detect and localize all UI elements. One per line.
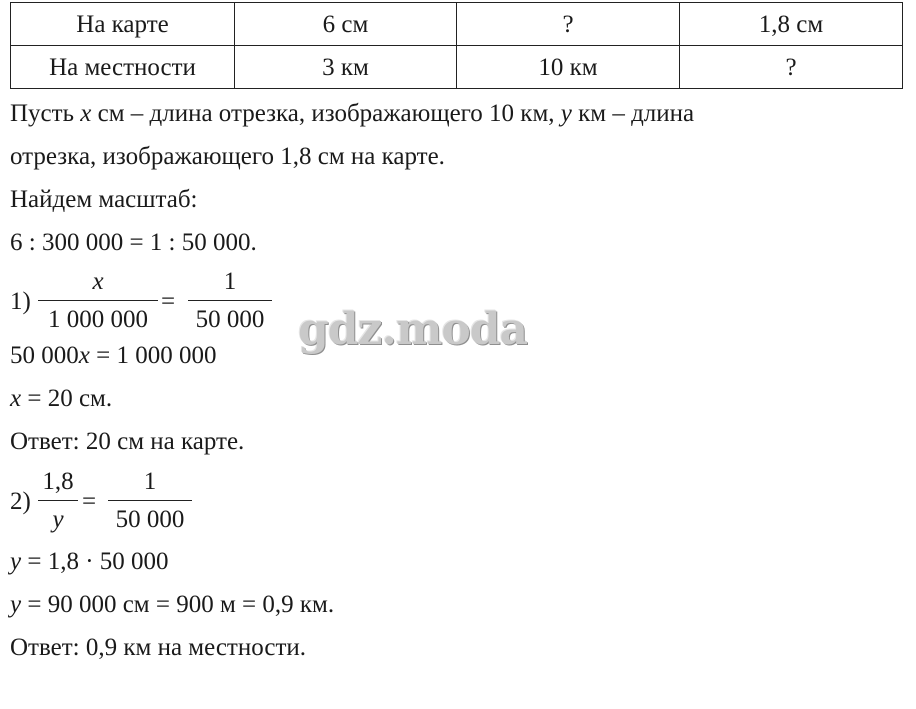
text-run: см – длина отрезка, изображающего 10 км,: [91, 100, 561, 127]
step-2-fraction-1: [38, 469, 78, 532]
text-run: Пусть: [10, 100, 81, 127]
step-1-label: 1): [10, 288, 31, 315]
var-y: y: [10, 591, 22, 618]
step-2-fraction-2: [108, 469, 192, 532]
step-2-label: 2): [10, 488, 31, 515]
step-1-equation: [10, 343, 216, 368]
table-cell: 1,8 см: [680, 3, 903, 46]
step-1-fraction-2: [188, 269, 272, 332]
var-y: y: [10, 548, 22, 575]
answer-1: Ответ: 20 см на карте.: [10, 428, 245, 455]
scale-heading: Найдем масштаб:: [10, 186, 198, 213]
table-cell: На карте: [11, 3, 235, 46]
table-cell: 3 км: [235, 46, 457, 89]
fraction-denominator: 50 000: [115, 506, 185, 533]
intro-line-2: отрезка, изображающего 1,8 см на карте.: [10, 143, 445, 170]
step-2-equation: [10, 549, 169, 574]
fraction-numerator: x: [92, 268, 104, 295]
intro-line-1: [10, 101, 694, 126]
table-cell: ?: [457, 3, 680, 46]
var-x: x: [78, 342, 90, 369]
fraction-numerator: 1,8: [42, 468, 74, 495]
equals-sign: =: [161, 288, 176, 315]
step-1-fraction-1: [38, 269, 158, 332]
text-run: = 90 000 см = 900 м = 0,9 км.: [21, 591, 335, 618]
text-run: = 1 000 000: [89, 342, 217, 369]
step-2-result: [10, 592, 334, 617]
table-row: [11, 3, 903, 46]
scale-table: [10, 2, 903, 89]
var-x: x: [10, 385, 22, 412]
watermark-logo: gdz.moda: [298, 304, 528, 355]
text-run: = 20 см.: [21, 385, 113, 412]
step-1-result: [10, 386, 112, 411]
var-x: x: [80, 100, 92, 127]
fraction-numerator: 1: [223, 268, 237, 295]
fraction-denominator: 1 000 000: [48, 306, 148, 333]
table-cell: ?: [680, 46, 903, 89]
text-run: км – длина: [571, 100, 695, 127]
fraction-denominator: 50 000: [195, 306, 265, 333]
fraction-denominator: y: [52, 506, 64, 533]
scale-equation: 6 : 300 000 = 1 : 50 000.: [10, 229, 257, 256]
table-row: [11, 46, 903, 89]
table-cell: 6 см: [235, 3, 457, 46]
answer-2: Ответ: 0,9 км на местности.: [10, 634, 307, 661]
fraction-numerator: 1: [143, 468, 157, 495]
table-cell: На местности: [11, 46, 235, 89]
text-run: 50 000: [10, 342, 79, 369]
text-run: = 1,8 · 50 000: [21, 548, 169, 575]
equals-sign: =: [82, 488, 97, 515]
table-cell: 10 км: [457, 46, 680, 89]
var-y: y: [560, 100, 572, 127]
